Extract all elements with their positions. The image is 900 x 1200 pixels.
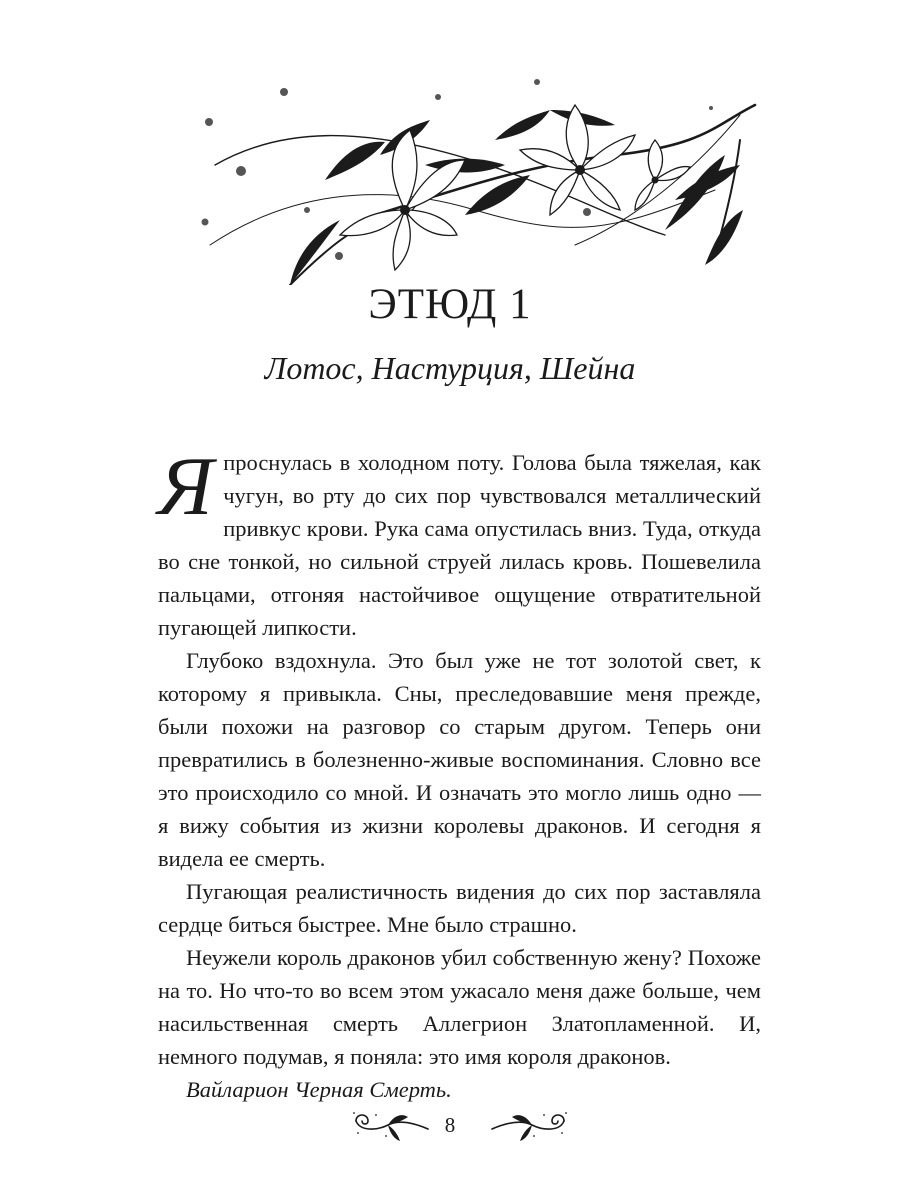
chapter-title: ЭТЮД 1 <box>368 281 532 328</box>
paragraph-5-signature: Вайларион Черная Смерть. <box>186 1077 452 1102</box>
body-text <box>158 440 761 1106</box>
paragraph-4: Неужели король драконов убил собственную жену? Похоже на то. Но что-то во всем этом ужасало меня даже больше, чем насильственная смерть Аллегрион Златопламенной. И, немного подумав, я поняла: это имя короля драконов. <box>158 945 761 1069</box>
chapter-subtitle: Лотос, Настурция, Шейна <box>264 350 636 386</box>
drop-cap: Я <box>158 440 214 533</box>
page-number: 8 <box>444 1113 456 1137</box>
paragraph-1 <box>158 440 761 644</box>
flourish-ornament-right-icon <box>488 1107 568 1143</box>
paragraph-1-text: проснулась в холодном поту. Голова была тяжелая, как чугун, во рту до сих пор чувствовался металлический привкус крови. Рука сама опустилась вниз. Туда, откуда во сне тонкой, но сильной струей лилась кровь. Пошевелила пальцами, отгоняя настойчивое ощущение отвратительной пугающей липкости. <box>158 450 761 640</box>
paragraph-3: Пугающая реалистичность видения до сих пор заставляла сердце биться быстрее. Мне было страшно. <box>158 879 761 937</box>
paragraph-2: Глубоко вздохнула. Это был уже не тот золотой свет, к которому я привыкла. Сны, преследовавшие меня прежде, были похожи на разговор со старым другом. Теперь они превратились в болезненно-живые воспоминания. Словно все это происходило со мной. И означать это могло лишь одно — я вижу события из жизни королевы драконов. И сегодня я видела ее смерть. <box>158 648 761 871</box>
floral-branch-ornament-icon <box>195 70 765 285</box>
